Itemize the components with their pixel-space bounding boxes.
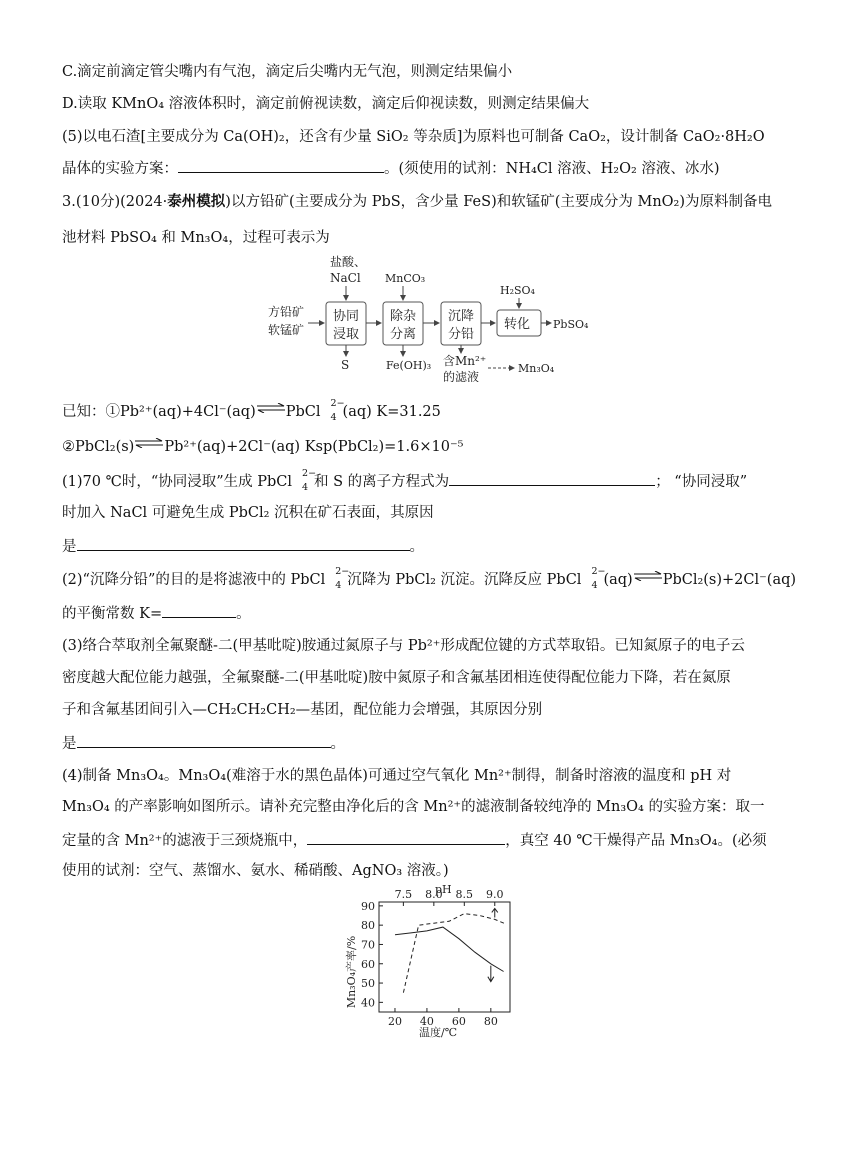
flow-out3a: 含Mn²⁺ [443,354,487,368]
flow-out1: S [341,358,350,372]
q1-line-3 [62,535,424,557]
equilibrium-arrow-icon [256,403,286,413]
q2-subscript: 4 [335,580,342,591]
chart-y-label: Mn₃O₄产率/% [345,935,358,1009]
q3-text: 是 [62,736,77,752]
q2-subscript-2: 4 [591,580,598,591]
flow-box3-line2: 分铅 [448,327,475,342]
option-c: C.滴定前滴定管尖嘴内有气泡，滴定后尖嘴内无气泡，则测定结果偏小 [62,64,513,80]
flow-ore2: 软锰矿 [268,323,305,337]
q3-source: 3.(10分)(2024· [62,194,168,210]
flow-out2: Fe(OH)₃ [386,359,432,372]
q4-text: 定量的含 Mn²⁺的滤液于三颈烧瓶中， [62,833,308,849]
q1-equation-blank[interactable] [449,470,655,486]
q3-line-2: 池材料 PbSO₄ 和 Mn₃O₄，过程可表示为 [62,230,330,246]
known-1 [62,398,441,423]
known-2-right: Pb²⁺(aq)+2Cl⁻(aq) Ksp(PbCl₂)=1.6×10⁻⁵ [164,439,464,455]
q4-text-2: ，真空 40 ℃干燥得产品 Mn₃O₄。(必须 [505,833,767,849]
yield-chart [334,880,524,1042]
y-tick-label: 40 [361,996,375,1010]
q1-text: (1)70 ℃时，“协同浸取”生成 PbCl [62,474,293,490]
q5-reagents: 。(须使用的试剂：NH₄Cl 溶液、H₂O₂ 溶液、冰水) [384,161,720,177]
q2-k-blank[interactable] [162,602,236,618]
flow-ore1: 方铅矿 [268,305,305,319]
q1-line-2: 时加入 NaCl 可避免生成 PbCl₂ 沉积在矿石表面，其原因 [62,505,434,521]
q3-sub-line-1: (3)络合萃取剂全氟聚醚-二(甲基吡啶)胺通过氮原子与 Pb²⁺形成配位键的方式萃取铅。已知氮原子的电子云 [62,638,745,654]
axis-indicator-arrow-icon [488,966,494,982]
q3-sub-line-4 [62,732,345,754]
known-2 [62,437,463,457]
flow-input3: H₂SO₄ [500,284,535,297]
flow-input1a: 盐酸、 [330,255,367,269]
q3-sub-line-3: 子和含氟基团间引入—CH₂CH₂CH₂—基团，配位能力会增强，其原因分别 [62,702,543,718]
q3-line-1 [62,192,772,212]
y-tick-label: 90 [361,899,375,913]
y-tick-label: 60 [361,957,375,971]
q1-subscript: 4 [302,482,309,493]
flow-box2-line1: 除杂 [390,309,417,324]
q2-text: (2)“沉降分铅”的目的是将滤液中的 PbCl [62,572,326,588]
q3-stem: )以方铅矿(主要成分为 PbS，含少量 FeS)和软锰矿(主要成分为 MnO₂)为原料制备电 [225,194,773,210]
q4-procedure-blank[interactable] [307,829,505,845]
flow-out3b: 的滤液 [443,370,480,382]
q1-reason-blank[interactable] [77,535,410,551]
q4-line-1: (4)制备 Mn₃O₄。Mn₃O₄(难溶于水的黑色晶体)可通过空气氧化 Mn²⁺制得，制备时溶液的温度和 pH 对 [62,768,732,784]
q1-line-1 [62,470,747,492]
flow-out5: Mn₃O₄ [518,362,555,375]
q3-sub-line-2: 密度越大配位能力越强，全氟聚醚-二(甲基吡啶)胺中氮原子和含氟基团相连使得配位能力下降，若在氮原 [62,670,731,686]
q2-text-2: 沉降为 PbCl₂ 沉淀。沉降反应 PbCl [347,572,582,588]
chart-x2-label: pH [435,883,452,896]
q1-period: 。 [409,539,424,555]
flow-box4: 转化 [504,317,531,332]
known-2-left: ②PbCl₂(s) [62,439,135,455]
flow-input1b: NaCl [330,271,361,285]
equilibrium-arrow-icon [633,571,663,581]
q2-charge: 2− [335,566,350,577]
y-tick-label: 70 [361,938,375,952]
q5-answer-blank[interactable] [178,157,384,173]
process-flowchart [260,252,600,382]
q2-line-1 [62,566,797,591]
ph-series-line [403,914,504,993]
q5-line-2 [62,157,720,179]
known-1-charge: 2− [330,398,345,409]
q5-text: 晶体的实验方案： [62,161,178,177]
chart-x-label: 温度/℃ [419,1026,458,1039]
known-1-k: (aq) K=31.25 [342,404,441,420]
q2-period: 。 [236,606,251,622]
x-tick-label: 60 [451,1015,466,1028]
known-1-left: 已知：①Pb²⁺(aq)+4Cl⁻(aq) [62,404,256,420]
q4-line-4: 使用的试剂：空气、蒸馏水、氨水、稀硝酸、AgNO₃ 溶液。) [62,863,449,879]
q2-text-3: PbCl₂(s)+2Cl⁻(aq) [662,572,797,588]
flow-out4: PbSO₄ [553,318,589,331]
x-tick-label: 20 [387,1015,402,1028]
q3-reason-blank[interactable] [77,732,331,748]
x-tick-label: 40 [419,1015,434,1028]
q2-line-2 [62,602,251,624]
flow-input2: MnCO₃ [385,272,426,285]
q2-aq: (aq) [603,572,633,588]
q4-line-3 [62,829,767,851]
flow-box1-line1: 协同 [333,309,360,324]
q1-text-2: 和 S 的离子方程式为 [314,474,450,490]
q1-charge: 2− [302,468,317,479]
y-tick-label: 80 [361,919,375,933]
known-1-subscript: 4 [330,412,337,423]
q3-source-bold: 泰州模拟 [167,193,226,210]
q4-line-2: Mn₃O₄ 的产率影响如图所示。请补充完整由净化后的含 Mn²⁺的滤液制备较纯净的 Mn₃O₄ 的实验方案：取一 [62,799,765,815]
q2-charge-2: 2− [591,566,606,577]
q1-text-4: 是 [62,539,77,555]
q3-period: 。 [330,736,345,752]
flow-box1-line2: 浸取 [333,327,360,342]
q5-line-1: (5)以电石渣[主要成分为 Ca(OH)₂，还含有少量 SiO₂ 等杂质]为原料也可制备 CaO₂，设计制备 CaO₂·8H₂O [62,129,765,145]
temperature-series-line [395,927,504,971]
x-tick-label: 80 [483,1015,498,1028]
y-tick-label: 50 [361,977,375,991]
x2-tick-label: 8.5 [455,888,474,901]
flow-box2-line2: 分离 [390,327,417,342]
equilibrium-arrow-icon [134,438,164,448]
option-d: D.读取 KMnO₄ 溶液体积时，滴定前俯视读数，滴定后仰视读数，则测定结果偏大 [62,96,590,112]
q1-text-3: ； “协同浸取” [655,474,748,490]
flow-box3-line1: 沉降 [448,309,475,324]
known-1-product: PbCl [285,404,321,420]
axis-indicator-arrow-icon [492,908,498,917]
x2-tick-label: 9.0 [486,888,504,901]
x2-tick-label: 7.5 [394,888,413,901]
q2-text-4: 的平衡常数 K= [62,606,163,622]
x2-tick-label: 8.0 [425,888,443,901]
